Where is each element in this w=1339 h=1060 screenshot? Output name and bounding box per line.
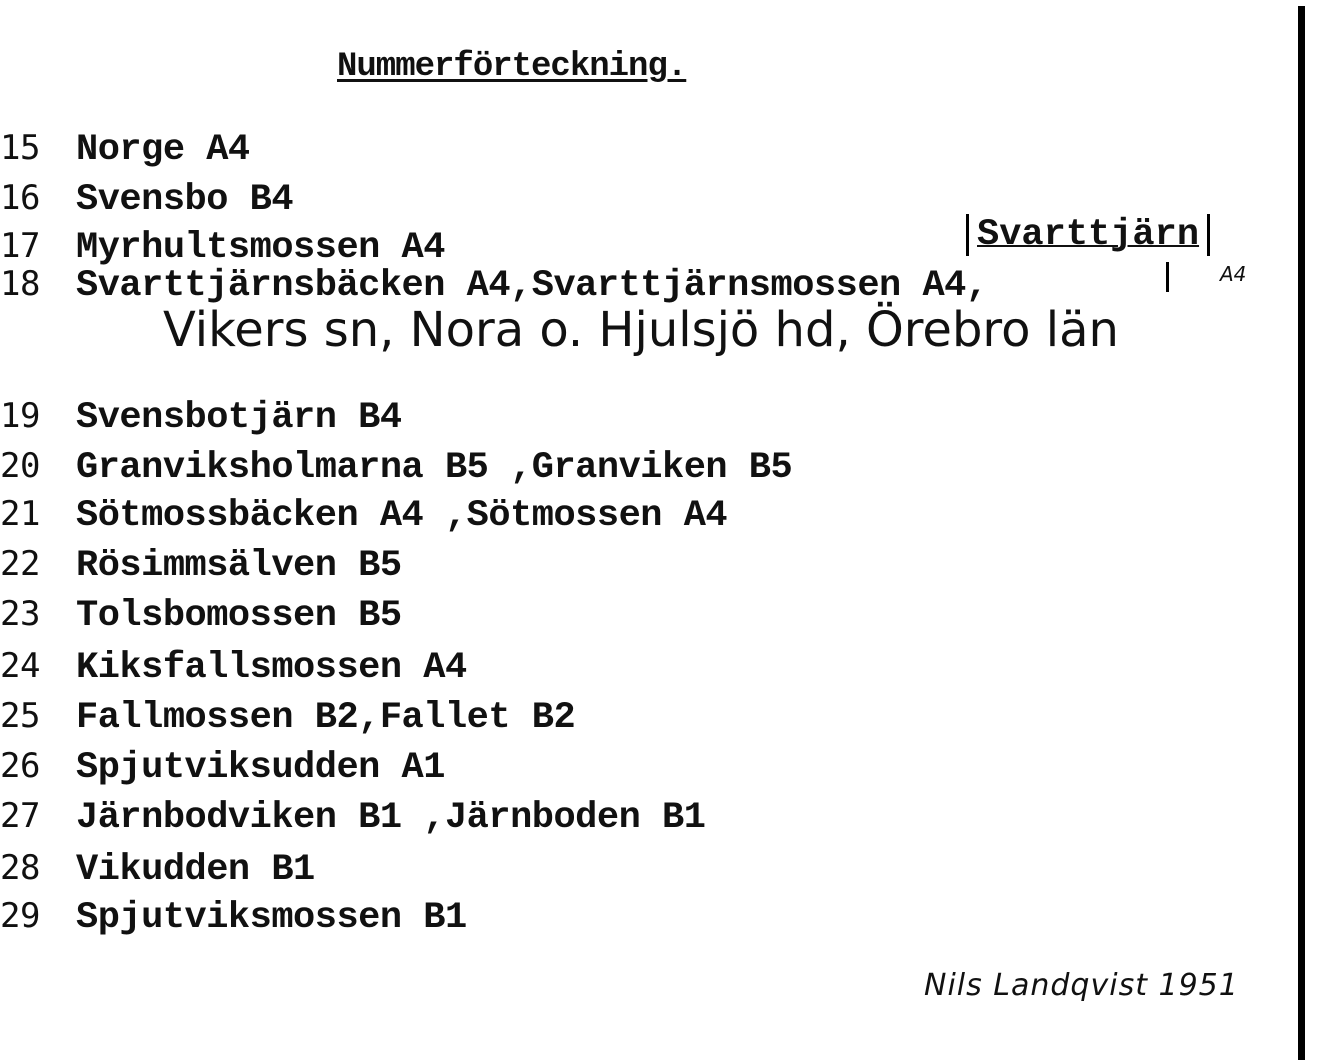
entry-number: 18	[0, 264, 40, 304]
entry-text: Myrhultsmossen A4	[76, 227, 445, 269]
entry-number: 27	[0, 796, 40, 836]
entry-text: Sötmossbäcken A4 ,Sötmossen A4	[76, 495, 728, 537]
entry-number: 23	[0, 594, 40, 634]
entry-number: 29	[0, 896, 40, 936]
page-edge-border	[1298, 6, 1305, 1060]
entry-text: Fallmossen B2,Fallet B2	[76, 697, 576, 739]
list-item	[0, 178, 293, 221]
entry-text: Svensbotjärn B4	[76, 397, 402, 439]
entry-text: Järnbodviken B1 ,Järnboden B1	[76, 797, 706, 839]
entry-number: 21	[0, 494, 40, 534]
list-item	[0, 696, 575, 739]
entry-number: 24	[0, 646, 40, 686]
list-item	[0, 396, 402, 439]
entry-text: Granviksholmarna B5 ,Granviken B5	[76, 447, 793, 489]
location-line: Vikers sn, Nora o. Hjulsjö hd, Örebro län	[163, 302, 1119, 358]
list-item	[0, 848, 315, 891]
entry-text: Kiksfallsmossen A4	[76, 647, 467, 689]
entry-text: Rösimmsälven B5	[76, 545, 402, 587]
list-item	[0, 264, 988, 307]
entry-text: Svarttjärnsbäcken A4,Svarttjärnsmossen A4,	[76, 265, 988, 307]
entry-text: Tolsbomossen B5	[76, 595, 402, 637]
entry-number: 28	[0, 848, 40, 888]
list-item	[0, 226, 445, 269]
list-item	[0, 746, 445, 789]
list-item	[0, 446, 792, 489]
entry-text: Svensbo B4	[76, 179, 294, 221]
overlay-label-box: Svarttjärn	[966, 214, 1210, 256]
entry-number: 16	[0, 178, 40, 218]
entry-number: 15	[0, 128, 40, 168]
document-title: Nummerförteckning.	[337, 48, 687, 86]
entry-number: 26	[0, 746, 40, 786]
entry-number: 19	[0, 396, 40, 436]
entry-text: Norge A4	[76, 129, 250, 171]
list-item	[0, 896, 467, 939]
entry-text: Spjutviksmossen B1	[76, 897, 467, 939]
entry-number: 20	[0, 446, 40, 486]
entry-number: 25	[0, 696, 40, 736]
list-item	[0, 128, 250, 171]
overlay-note: A4	[1220, 262, 1247, 286]
list-item	[0, 544, 402, 587]
signature: Nils Landqvist 1951	[924, 968, 1239, 1003]
entry-text: Spjutviksudden A1	[76, 747, 445, 789]
list-item	[0, 594, 402, 637]
entry-number: 17	[0, 226, 40, 266]
list-item	[0, 646, 467, 689]
entry-text: Vikudden B1	[76, 849, 315, 891]
bracket-mark	[1166, 262, 1169, 292]
list-item	[0, 796, 705, 839]
entry-number: 22	[0, 544, 40, 584]
list-item	[0, 494, 727, 537]
